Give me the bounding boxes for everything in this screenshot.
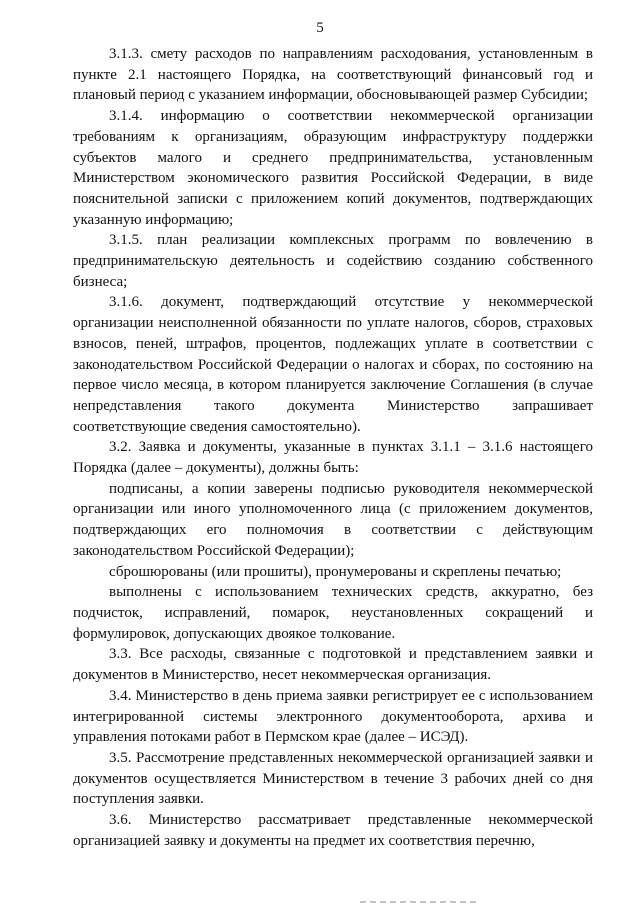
paragraph-3-2-signed: подписаны, а копии заверены подписью руководителя некоммерческой организации или иного уполномоченного лица (с приложением документов, подтверждающих его полномочия в соответствии с действующим законодательством Российской Федерации);	[73, 480, 593, 559]
page-number: 5	[316, 20, 324, 36]
paragraph-3-2-bound: сброшюрованы (или прошиты), пронумерованы и скреплены печатью;	[109, 563, 562, 580]
paragraph-3-1-5: 3.1.5. план реализации комплексных программ по вовлечению в предпринимательскую деятельность и содействию созданию собственного бизнеса;	[73, 232, 593, 290]
paragraph-3-2-executed: выполнены с использованием технических средств, аккуратно, без подчисток, исправлений, помарок, неустановленных сокращений и формулировок, допускающих двоякое толкование.	[73, 584, 593, 642]
paragraph-3-6: 3.6. Министерство рассматривает представленные некоммерческой организацией заявку и документы на предмет их соответствия перечню,	[73, 812, 593, 849]
paragraph-3-4: 3.4. Министерство в день приема заявки регистрирует ее с использованием интегрированной системы электронного документооборота, архива и управления потоками работ в Пермском крае (далее – ИСЭД).	[73, 687, 593, 746]
paragraph-3-3: 3.3. Все расходы, связанные с подготовкой и представлением заявки и документов в Министерство, несет некоммерческая организация.	[73, 646, 593, 684]
paragraph-3-1-3: 3.1.3. смету расходов по направлениям расходования, установленным в пункте 2.1 настоящего Порядка, на соответствующий финансовый год и плановый период с указанием информации, обосновывающей размер Субсидии;	[73, 46, 593, 104]
paragraph-3-2: 3.2. Заявка и документы, указанные в пунктах 3.1.1 – 3.1.6 настоящего Порядка (далее – документы), должны быть:	[73, 439, 593, 477]
paragraph-3-5: 3.5. Рассмотрение представленных некоммерческой организацией заявки и документов осуществляется Министерством в течение 3 рабочих дней со дня поступления заявки.	[73, 749, 593, 808]
scan-artifact	[360, 901, 480, 903]
paragraph-3-1-6: 3.1.6. документ, подтверждающий отсутствие у некоммерческой организации неисполненной обязанности по уплате налогов, сборов, страховых взносов, пеней, штрафов, процентов, подлежащих уплате в соответствии с законодательством Российской Федерации о налогах и сборах, по состоянию на первое число месяца, в котором планируется заключение Соглашения (в случае непредставления такого документа Министерство запрашивает соответствующие сведения самостоятельно).	[73, 294, 593, 435]
paragraph-3-1-4: 3.1.4. информацию о соответствии некоммерческой организации требованиям к организациям, образующим инфраструктуру поддержки субъектов малого и среднего предпринимательства, установленным Министерством экономического развития Российской Федерации, в виде пояснительной записки с приложением копий документов, подтверждающих указанную информацию;	[73, 108, 593, 228]
document-body	[73, 44, 593, 851]
